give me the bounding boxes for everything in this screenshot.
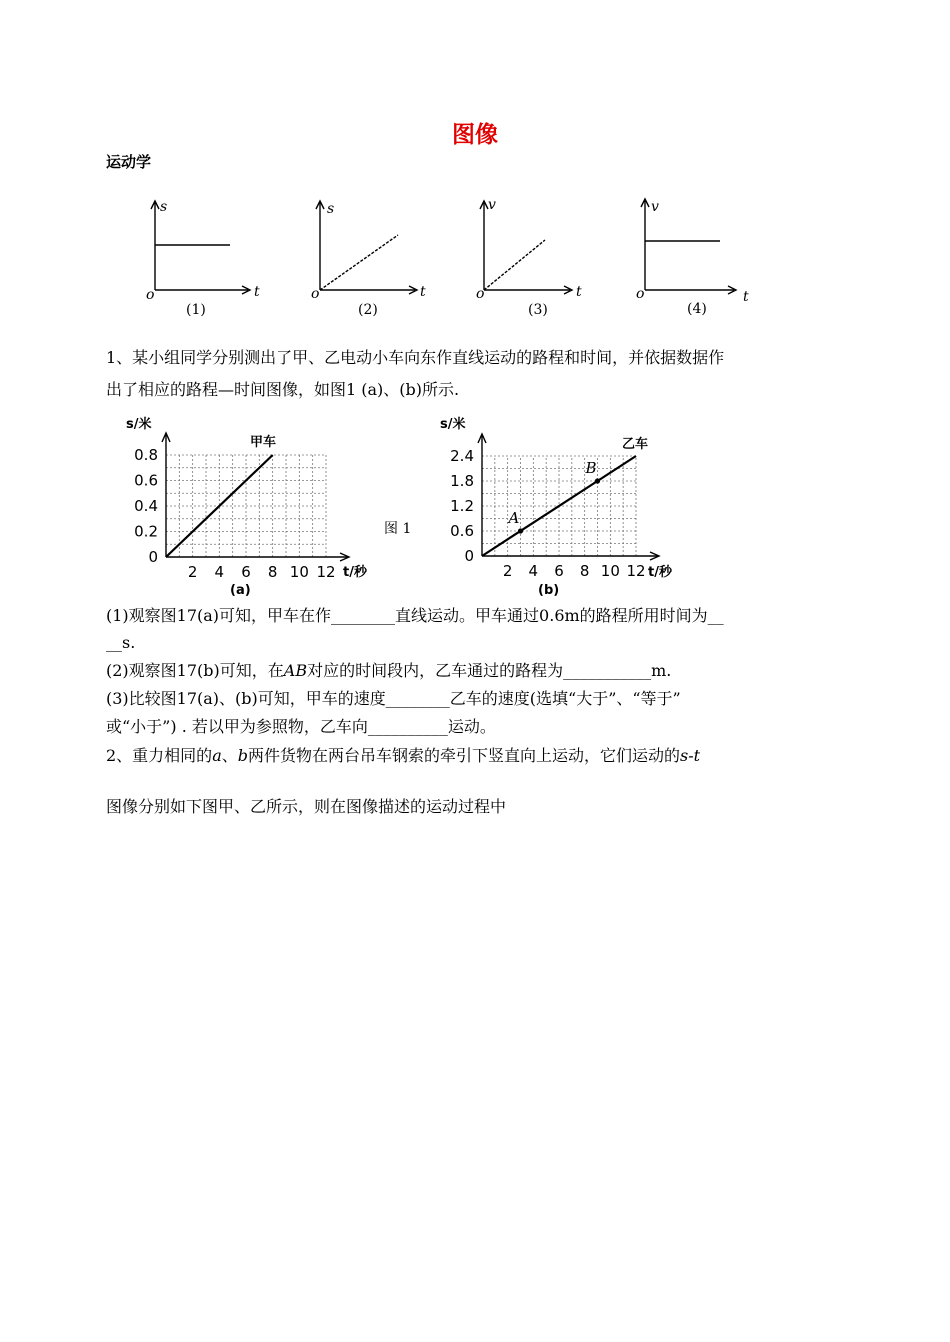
chart-b-point-label-a: A — [508, 509, 520, 527]
q1-line1: 1、某小组同学分别测出了甲、乙电动小车向东作直线运动的路程和时间，并依据数据作 — [106, 348, 725, 367]
chart-a-x-tick: 10 — [289, 563, 309, 581]
chart-b-y-tick: 2.4 — [450, 447, 474, 465]
chart-a-x-tick: 4 — [214, 563, 225, 581]
chart-b — [430, 408, 730, 598]
q2-st: s-t — [680, 746, 701, 765]
q1-part3-line2: 或“小于”) . 若以甲为参照物，乙车向__________运动。 — [106, 717, 496, 736]
chart-a-y-tick: 0.4 — [134, 497, 158, 515]
chart-b-y-tick: 0 — [464, 547, 474, 565]
chart-b-point-label-b: B — [585, 459, 597, 477]
graph4-caption: (4) — [687, 301, 707, 317]
chart-a-x-tick: 6 — [241, 563, 251, 581]
chart-a-x-tick: 12 — [316, 563, 336, 581]
q2-mid: 两件货物在两台吊车钢索的牵引下竖直向上运动，它们运动的 — [248, 746, 681, 765]
chart-a-y-tick: 0 — [148, 548, 158, 566]
q2-line2: 图像分别如下图甲、乙所示，则在图像描述的运动过程中 — [106, 797, 507, 816]
graph3-line — [484, 240, 545, 290]
chart-b-x-tick: 8 — [579, 562, 590, 580]
graph1-origin: o — [146, 287, 155, 303]
q1-part1-line2: __s. — [106, 633, 136, 652]
chart-b-x-tick: 4 — [528, 562, 539, 580]
chart-a-y-tick: 0.6 — [134, 471, 158, 490]
q1-part2-ab: AB — [283, 661, 308, 680]
graph1-ylabel: s — [160, 199, 168, 215]
chart-b-point-b — [595, 478, 600, 483]
chart-a-ylabel: s/米 — [126, 417, 152, 432]
graph4-xlabel: t — [743, 289, 749, 305]
graph1-caption: (1) — [186, 302, 206, 318]
q1-part1-line1: (1)观察图17(a)可知，甲车在作________直线运动。甲车通过0.6m的路程所用时间为__ — [106, 606, 724, 625]
chart-b-x-tick: 10 — [600, 562, 620, 580]
q1-part3-line1: (3)比较图17(a)、(b)可知，甲车的速度________乙车的速度(选填“大于”、“等于” — [106, 689, 681, 708]
graph4-ylabel: v — [651, 199, 659, 215]
q1-part2 — [106, 661, 671, 681]
chart-b-ylabel: s/米 — [440, 417, 466, 432]
chart-b-y-tick: 1.8 — [450, 472, 474, 490]
chart-b-x-tick: 12 — [626, 562, 646, 580]
small-graph-3 — [470, 195, 600, 320]
graph2-origin: o — [311, 286, 320, 302]
chart-b-point-a — [518, 528, 523, 533]
small-graph-4 — [630, 195, 760, 320]
q1-part2-post: 对应的时间段内，乙车通过的路程为___________m. — [307, 661, 672, 680]
q2-sep: 、 — [221, 746, 238, 765]
graph2-line — [320, 235, 398, 290]
q1-part2-pre: (2)观察图17(b)可知，在 — [106, 661, 284, 680]
graph2-ylabel: s — [327, 201, 335, 217]
graph1-xlabel: t — [254, 284, 260, 300]
chart-a-caption: (a) — [230, 583, 251, 598]
chart-b-y-tick: 0.6 — [450, 522, 474, 540]
chart-b-x-tick: 6 — [554, 562, 564, 580]
chart-b-x-tick: 2 — [502, 562, 513, 580]
small-graph-1 — [140, 195, 270, 320]
q1-line2: 出了相应的路程—时间图像，如图1 (a)、(b)所示. — [106, 380, 460, 399]
graph3-caption: (3) — [528, 302, 548, 318]
chart-a-xlabel: t/秒 — [343, 565, 367, 580]
chart-b-xlabel: t/秒 — [648, 565, 672, 580]
page-title: 图像 — [452, 122, 498, 148]
q2-line1 — [106, 746, 700, 766]
graph3-ylabel: v — [488, 197, 496, 213]
graph2-xlabel: t — [420, 284, 426, 300]
chart-a-y-tick: 0.2 — [134, 522, 158, 541]
figure-label: 图 1 — [384, 521, 412, 537]
q2-pre: 2、重力相同的 — [106, 746, 213, 765]
chart-b-title: 乙车 — [622, 437, 649, 452]
graph3-origin: o — [476, 286, 485, 302]
graph2-caption: (2) — [358, 302, 378, 318]
chart-a-title: 甲车 — [250, 435, 277, 450]
chart-a-x-tick: 2 — [187, 563, 198, 581]
chart-b-caption: (b) — [538, 583, 560, 598]
chart-b-y-tick: 1.2 — [450, 497, 474, 515]
q2-a: a — [212, 746, 222, 765]
chart-a-x-tick: 8 — [267, 563, 278, 581]
small-graph-2 — [305, 195, 435, 320]
chart-a — [120, 408, 420, 598]
section-heading: 运动学 — [106, 153, 152, 171]
chart-a-y-tick: 0.8 — [134, 446, 158, 464]
q2-b: b — [237, 746, 248, 765]
graph4-origin: o — [636, 286, 645, 302]
graph3-xlabel: t — [576, 284, 582, 300]
